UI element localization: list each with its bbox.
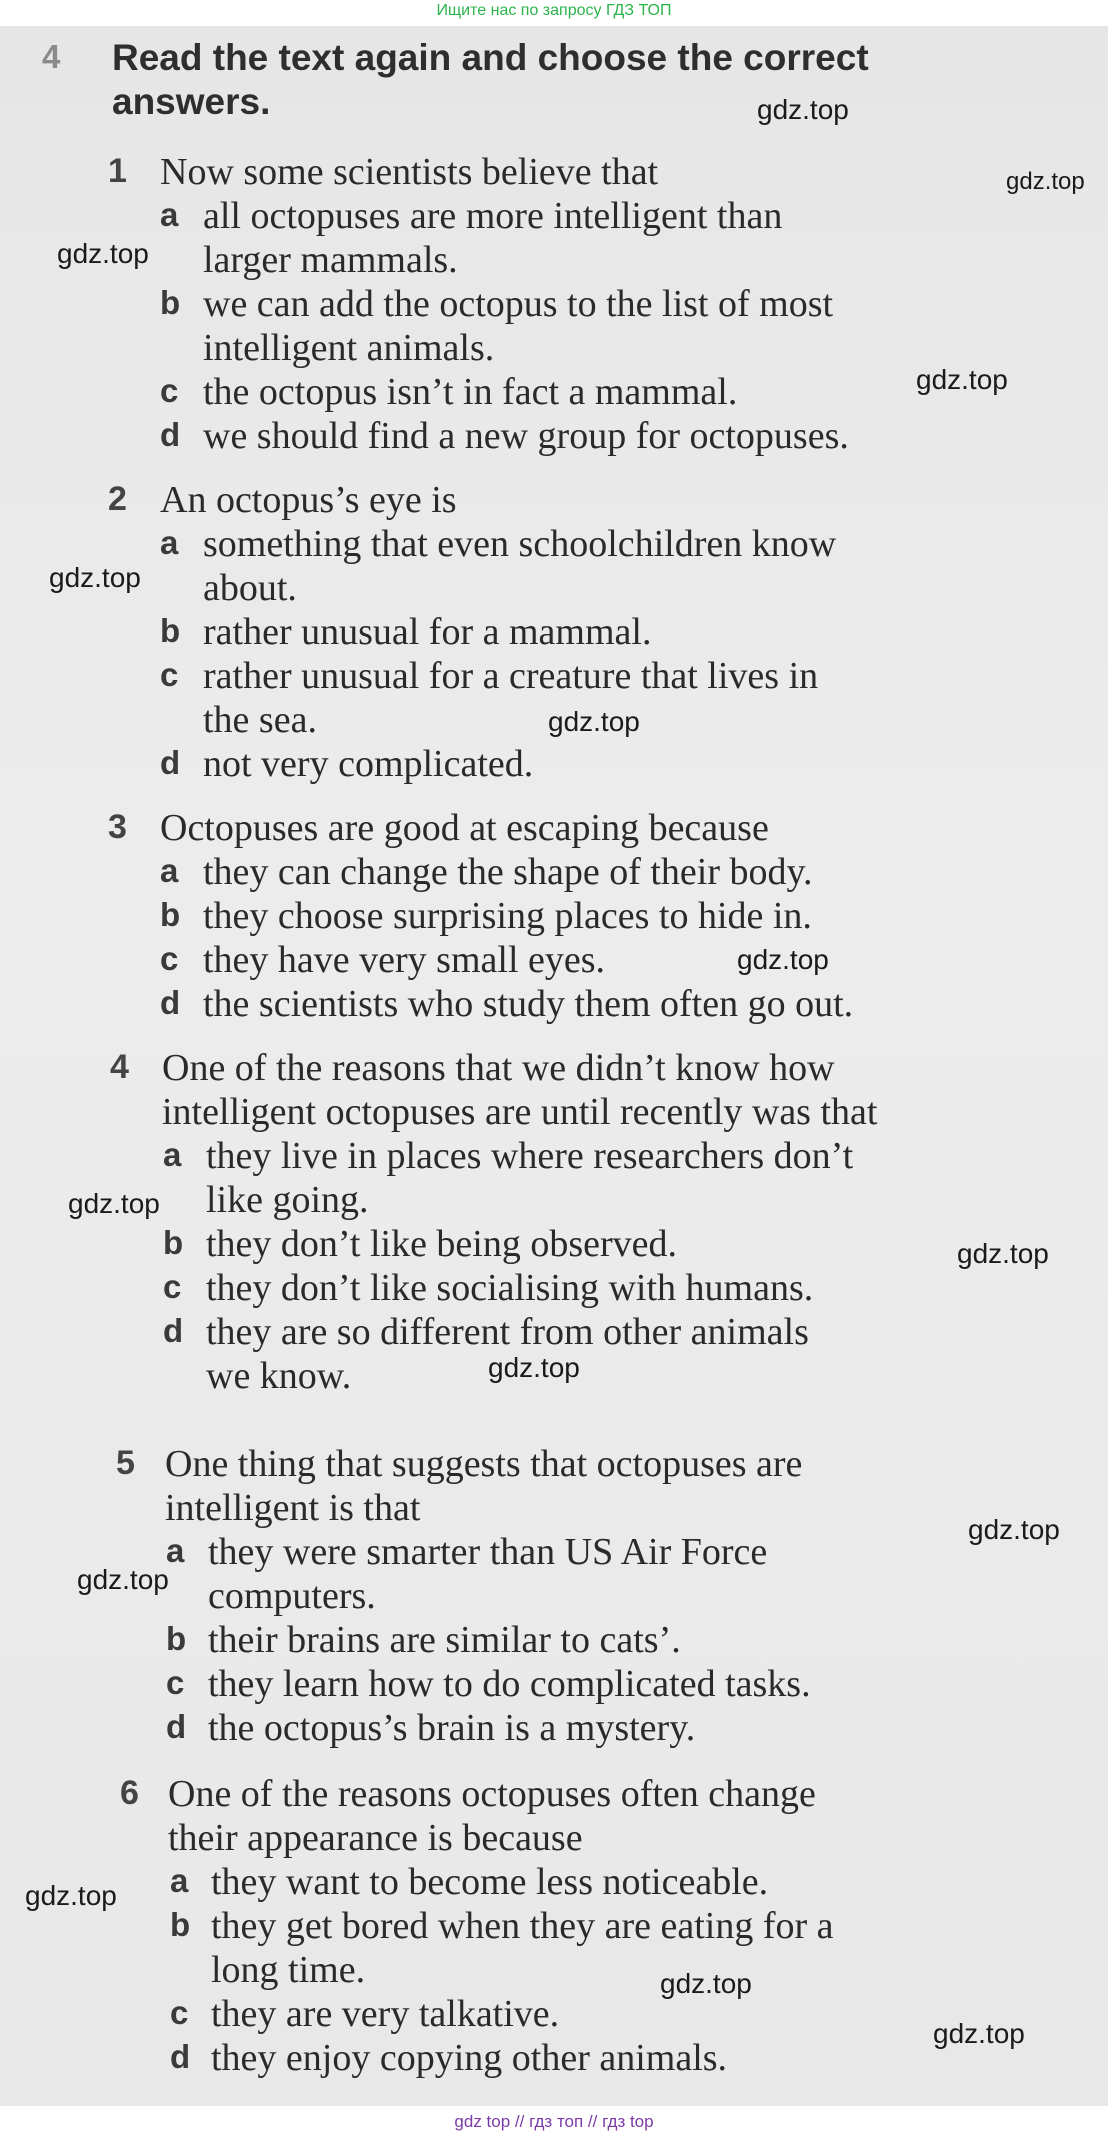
option-letter: a	[160, 524, 179, 561]
option-text: not very complicated.	[203, 743, 534, 785]
question-text: Octopuses are good at escaping because	[160, 807, 769, 849]
watermark: gdz.top	[933, 2018, 1025, 2049]
footer-links: gdz top // гдз топ // гдз top	[454, 2112, 654, 2131]
option-text: they don’t like socialising with humans.	[206, 1267, 814, 1309]
question-number: 4	[110, 1048, 129, 1086]
watermark: gdz.top	[916, 364, 1008, 395]
option-text: they enjoy copying other animals.	[211, 2037, 728, 2079]
option-text: they have very small eyes.	[203, 939, 606, 981]
option-text: we can add the octopus to the list of most	[203, 283, 834, 325]
option-letter: b	[160, 284, 181, 321]
question-text: An octopus’s eye is	[160, 479, 457, 521]
exercise-title-line: Read the text again and choose the correct	[112, 37, 869, 78]
option-letter: c	[166, 1664, 185, 1701]
option-letter: d	[160, 984, 181, 1021]
option-text: computers.	[208, 1575, 376, 1617]
question-text: Now some scientists believe that	[160, 151, 659, 193]
option-text: like going.	[206, 1179, 369, 1221]
option-text: rather unusual for a creature that lives in	[203, 655, 819, 697]
question-number: 5	[116, 1444, 135, 1482]
option-letter: d	[166, 1708, 187, 1745]
watermark: gdz.top	[1006, 168, 1085, 195]
exercise-number: 4	[42, 38, 61, 75]
option-letter: a	[166, 1532, 185, 1569]
option-text: they can change the shape of their body.	[203, 851, 813, 893]
watermark: gdz.top	[488, 1352, 580, 1383]
watermark: gdz.top	[757, 94, 849, 125]
option-letter: b	[160, 896, 181, 933]
option-text: the sea.	[203, 699, 317, 741]
option-text: they are so different from other animals	[206, 1311, 809, 1353]
option-text: they choose surprising places to hide in.	[203, 895, 812, 937]
option-text: they live in places where researchers don’t	[206, 1135, 854, 1177]
question-number: 2	[108, 480, 127, 518]
option-letter: b	[166, 1620, 187, 1657]
exercise-title-line: answers.	[112, 81, 271, 122]
top-banner: Ищите нас по запросу ГДЗ ТОП	[436, 2, 672, 19]
option-letter: c	[160, 940, 179, 977]
option-text: they were smarter than US Air Force	[208, 1531, 768, 1573]
option-text: they learn how to do complicated tasks.	[208, 1663, 811, 1705]
option-text: the octopus’s brain is a mystery.	[208, 1707, 696, 1749]
option-letter: b	[163, 1224, 184, 1261]
option-text: the octopus isn’t in fact a mammal.	[203, 371, 738, 413]
option-letter: d	[163, 1312, 184, 1349]
watermark: gdz.top	[957, 1238, 1049, 1269]
question-text: One of the reasons that we didn’t know how	[162, 1047, 835, 1089]
option-letter: a	[160, 196, 179, 233]
option-text: they want to become less noticeable.	[211, 1861, 769, 1903]
option-letter: a	[170, 1862, 189, 1899]
option-text: all octopuses are more intelligent than	[203, 195, 783, 237]
watermark: gdz.top	[548, 706, 640, 737]
option-text: larger mammals.	[203, 239, 458, 281]
watermark: gdz.top	[737, 944, 829, 975]
option-text: long time.	[211, 1949, 366, 1991]
option-text: we should find a new group for octopuses.	[203, 415, 849, 457]
option-text: about.	[203, 567, 297, 609]
question-text: One of the reasons octopuses often change	[168, 1773, 816, 1815]
question-text: their appearance is because	[168, 1817, 583, 1859]
textbook-page	[0, 26, 1108, 2106]
option-letter: c	[160, 372, 179, 409]
option-letter: d	[160, 744, 181, 781]
option-text: they get bored when they are eating for a	[211, 1905, 834, 1947]
question-text: intelligent octopuses are until recently was that	[162, 1091, 878, 1133]
option-text: something that even schoolchildren know	[203, 523, 837, 565]
watermark: gdz.top	[660, 1968, 752, 1999]
question-number: 3	[108, 808, 127, 846]
option-letter: c	[170, 1994, 189, 2031]
option-text: they are very talkative.	[211, 1993, 560, 2035]
option-letter: a	[160, 852, 179, 889]
exercise-title	[112, 36, 1012, 124]
option-text: they don’t like being observed.	[206, 1223, 678, 1265]
option-text: intelligent animals.	[203, 327, 495, 369]
option-letter: c	[160, 656, 179, 693]
question-number: 6	[120, 1774, 139, 1812]
watermark: gdz.top	[968, 1514, 1060, 1545]
question-text: One thing that suggests that octopuses are	[165, 1443, 803, 1485]
option-letter: b	[170, 1906, 191, 1943]
watermark: gdz.top	[77, 1564, 169, 1595]
option-letter: c	[163, 1268, 182, 1305]
watermark: gdz.top	[68, 1188, 160, 1219]
option-letter: d	[160, 416, 181, 453]
option-letter: d	[170, 2038, 191, 2075]
option-text: we know.	[206, 1355, 352, 1397]
question-text: intelligent is that	[165, 1487, 421, 1529]
option-text: rather unusual for a mammal.	[203, 611, 652, 653]
question-number: 1	[108, 152, 127, 190]
option-text: the scientists who study them often go out.	[203, 983, 854, 1025]
option-text: their brains are similar to cats’.	[208, 1619, 681, 1661]
option-letter: a	[163, 1136, 182, 1173]
watermark: gdz.top	[57, 238, 149, 269]
option-letter: b	[160, 612, 181, 649]
watermark: gdz.top	[25, 1880, 117, 1911]
watermark: gdz.top	[49, 562, 141, 593]
